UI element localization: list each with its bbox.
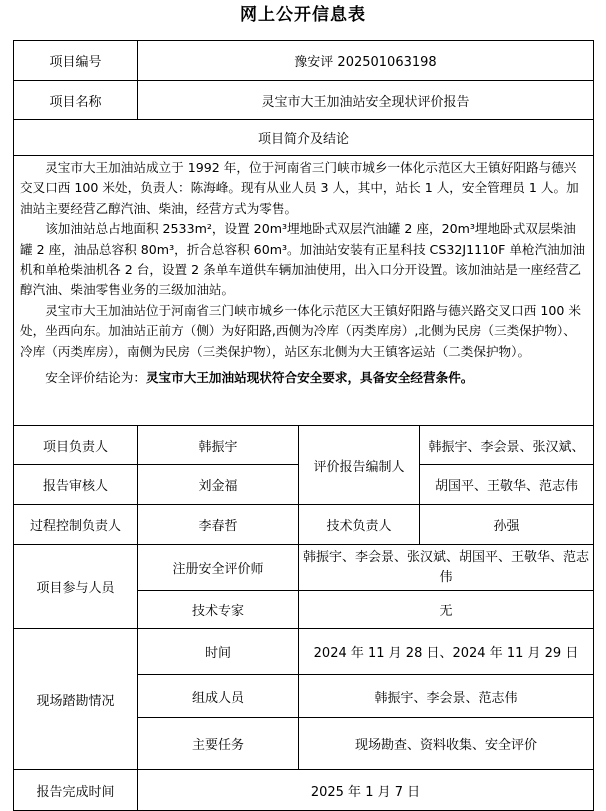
process-row: [14, 505, 594, 545]
time-row: [14, 629, 594, 675]
summary-paragraph: 该加油站总占地面积 2533m²，设置 20m³埋地卧式双层汽油罐 2 座，20m³埋地卧式双层柴油罐 2 座，油品总容积 80m³，折合总容积 60m³。加油站安装有正星科技 CS32J1110F 单枪汽油加油机和单枪柴油机各 2 台，设置 2 条单车道供车辆加油使用，出入口分开设置。该加油站是一座经营乙醇汽油、柴油零售业务的三级加油站。: [20, 221, 585, 298]
members-value: 韩振宇、李会景、范志伟: [299, 675, 594, 718]
conclusion-text: 灵宝市大王加油站现状符合安全要求，具备安全经营条件。: [145, 370, 474, 386]
tech-lead-label: 技术负责人: [299, 505, 420, 545]
compilers-value-1: 韩振宇、李会景、张汉斌、: [420, 426, 594, 465]
members-label: 组成人员: [138, 675, 299, 718]
summary-header-row: [14, 120, 594, 156]
compilers-value-2: 胡国平、王敬华、范志伟: [420, 465, 594, 505]
reviewer-value: 刘金福: [138, 465, 299, 505]
registered-value: 韩振宇、李会景、张汉斌、胡国平、王敬华、范志伟: [299, 545, 594, 591]
participants-label: 项目参与人员: [14, 545, 138, 629]
registered-label: 注册安全评价师: [138, 545, 299, 591]
expert-value: 无: [299, 591, 594, 629]
reviewer-label: 报告审核人: [14, 465, 138, 505]
tasks-value: 现场勘查、资料收集、安全评价: [299, 718, 594, 770]
summary-text: [14, 156, 594, 426]
leader-label: 项目负责人: [14, 426, 138, 465]
registered-row: [14, 545, 594, 591]
process-value: 李春哲: [138, 505, 299, 545]
project-name-row: [14, 81, 594, 120]
summary-header: 项目简介及结论: [14, 120, 594, 156]
summary-row: [14, 156, 594, 426]
site-visit-label: 现场踏勘情况: [14, 629, 138, 770]
time-value: 2024 年 11 月 28 日、2024 年 11 月 29 日: [299, 629, 594, 675]
compilers-label: 评价报告编制人: [299, 426, 420, 505]
completion-label: 报告完成时间: [14, 770, 138, 811]
summary-paragraph: 灵宝市大王加油站位于河南省三门峡市城乡一体化示范区大王镇好阳路与德兴路交叉口西 100 米处，坐西向东。加油站正前方（侧）为好阳路,西侧为冷库（丙类库房）,北侧为民房（三类保护物）、冷库（丙类库房），南侧为民房（三类保护物），站区东北侧为大王镇客运站（二类保护物）。: [20, 302, 581, 359]
process-label: 过程控制负责人: [14, 505, 138, 545]
info-table: [13, 40, 594, 811]
leader-row: [14, 426, 594, 465]
tech-lead-value: 孙强: [420, 505, 594, 545]
conclusion: [20, 368, 587, 388]
project-name-value: 灵宝市大王加油站安全现状评价报告: [138, 81, 594, 120]
project-name-label: 项目名称: [14, 81, 138, 120]
project-no-value: 豫安评 202501063198: [138, 41, 594, 81]
expert-label: 技术专家: [138, 591, 299, 629]
completion-value: 2025 年 1 月 7 日: [138, 770, 594, 811]
time-label: 时间: [138, 629, 299, 675]
project-no-row: [14, 41, 594, 81]
tasks-label: 主要任务: [138, 718, 299, 770]
project-no-label: 项目编号: [14, 41, 138, 81]
leader-value: 韩振宇: [138, 426, 299, 465]
conclusion-label: 安全评价结论为：: [45, 370, 146, 386]
completion-row: [14, 770, 594, 811]
summary-paragraph: 灵宝市大王加油站成立于 1992 年，位于河南省三门峡市城乡一体化示范区大王镇好阳路与德兴交叉口西 100 米处，负责人：陈海峰。现有从业人员 3 人，其中，站长 1 人，安全管理员 1 人。加油站主要经营乙醇汽油、柴油，经营方式为零售。: [20, 160, 579, 216]
page-title: 网上公开信息表: [240, 5, 366, 25]
